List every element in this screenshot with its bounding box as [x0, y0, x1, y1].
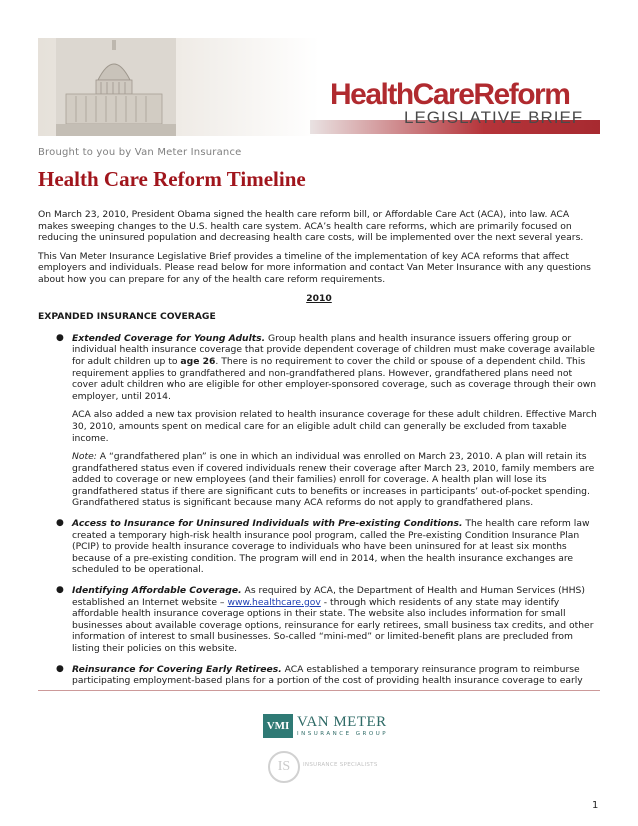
preexisting-paragraph	[72, 518, 600, 576]
banner-subtitle: LEGISLATIVE BRIEF	[404, 108, 584, 127]
intro-paragraph-1: On March 23, 2010, President Obama signed the health care reform bill, or Affordable Care Act (ACA), into law. ACA makes sweeping changes to the U.S. health care system. ACA’s health care reforms, which are primarily focused on reducing the uninsured population and decreasing health care costs, will be implemented over the next several years.	[38, 209, 584, 244]
affordable-paragraph	[72, 585, 600, 655]
year-heading: 2010	[306, 292, 332, 304]
specialists-circle-icon: IS	[268, 751, 300, 783]
capitol-dome-image	[56, 38, 176, 136]
vmi-logo-subtitle: INSURANCE GROUP	[297, 731, 389, 737]
young-adults-text-a: Group health plans and health insurance issuers offering group or individual health insurance coverage that provide dependent coverage of children must make coverage available for adult children up to	[72, 332, 595, 367]
bullet-icon: ●	[56, 518, 64, 529]
young-adults-tax-paragraph: ACA also added a new tax provision related to health insurance coverage for these adult children. Effective March 30, 2010, amounts spent on medical care for an eligible adult child can generally be excluded from taxable income.	[72, 409, 597, 444]
preexisting-text: The health care reform law created a temporary high-risk health insurance pool program, called the Pre-existing Condition Insurance Plan (PCIP) to provide health insurance coverage to individuals who have been uninsured for at least six months because of a pre-existing condition. The program will end in 2014, when the health insurance exchanges are scheduled to be operational.	[72, 518, 590, 576]
page-number: 1	[592, 800, 599, 811]
list-item	[38, 333, 600, 509]
footer-divider	[38, 690, 600, 691]
vmi-logo-name: VAN METER	[297, 714, 387, 730]
retirees-text: ACA established a temporary reinsurance program to reimburse participating employment-based plans for a portion of the cost of providing health insurance coverage to early	[72, 663, 583, 687]
list-item	[38, 664, 600, 687]
note-text: A “grandfathered plan” is one in which an individual was enrolled on March 23, 2010. A plan will retain its grandfathered status even if covered individuals renew their coverage after March 23, 2010, family members are added to coverage or new employees (and their families) enroll for coverage. A health plan will lose its grandfathered status if there are significant cuts to benefits or increases in participants’ out-of-pocket spending. Grandfathered status is significant because many ACA reforms do not apply to grandfathered plans.	[72, 451, 595, 509]
bullet-icon: ●	[56, 585, 64, 596]
vmi-logo-mark: VMI	[263, 714, 293, 738]
list-item	[38, 585, 600, 655]
young-adults-lead: Extended Coverage for Young Adults.	[72, 332, 266, 344]
affordable-text-a: As required by ACA, the Department of Health and Human Services (HHS) established an Internet website –	[72, 585, 585, 608]
young-adults-paragraph	[72, 333, 600, 403]
preexisting-lead: Access to Insurance for Uninsured Individuals with Pre-existing Conditions.	[72, 518, 463, 530]
page-title: Health Care Reform Timeline	[38, 167, 306, 191]
document-body	[38, 209, 600, 696]
section-heading: EXPANDED INSURANCE COVERAGE	[38, 311, 216, 323]
affordable-lead: Identifying Affordable Coverage.	[72, 585, 242, 597]
bullet-icon: ●	[56, 663, 64, 674]
note-label: Note:	[72, 451, 97, 463]
retirees-lead: Reinsurance for Covering Early Retirees.	[72, 663, 282, 675]
affordable-text-b: - through which residents of any state may identify affordable health insurance coverage options in their state. The website also includes information for small businesses about available coverage options, reinsurance for early retirees, small business tax credits, and other information of interest to small businesses. So-called “mini-med” or limited-benefit plans are precluded from listing their policies on this website.	[72, 596, 594, 654]
intro-paragraph-2: This Van Meter Insurance Legislative Brief provides a timeline of the implementation of key ACA reforms that affect employers and individuals. Please read below for more information and contact Van Meter Insurance with any questions about how you can prepare for any of the health care reform requirements.	[38, 250, 591, 285]
list-item	[38, 518, 600, 576]
grandfathered-note	[72, 451, 600, 509]
brought-by-line: Brought to you by Van Meter Insurance	[38, 147, 242, 158]
healthcare-gov-link[interactable]: www.healthcare.gov	[227, 596, 321, 608]
insurance-specialists-logo	[268, 751, 378, 781]
retirees-paragraph	[72, 664, 600, 687]
young-adults-text-b: . There is no requirement to cover the child or spouse of a dependent child. This requirement applies to grandfathered and non-grandfathered plans. However, grandfathered plans need not cover adult children who are eligible for other employer-sponsored coverage, such as coverage through their own employer, until 2014.	[72, 355, 597, 402]
bullet-icon: ●	[56, 332, 64, 343]
header-banner	[38, 38, 600, 136]
specialists-text: INSURANCE SPECIALISTS	[303, 762, 378, 768]
banner-title: HealthCareReform	[330, 78, 570, 111]
age-limit: age 26	[180, 355, 216, 367]
van-meter-logo	[263, 714, 389, 740]
